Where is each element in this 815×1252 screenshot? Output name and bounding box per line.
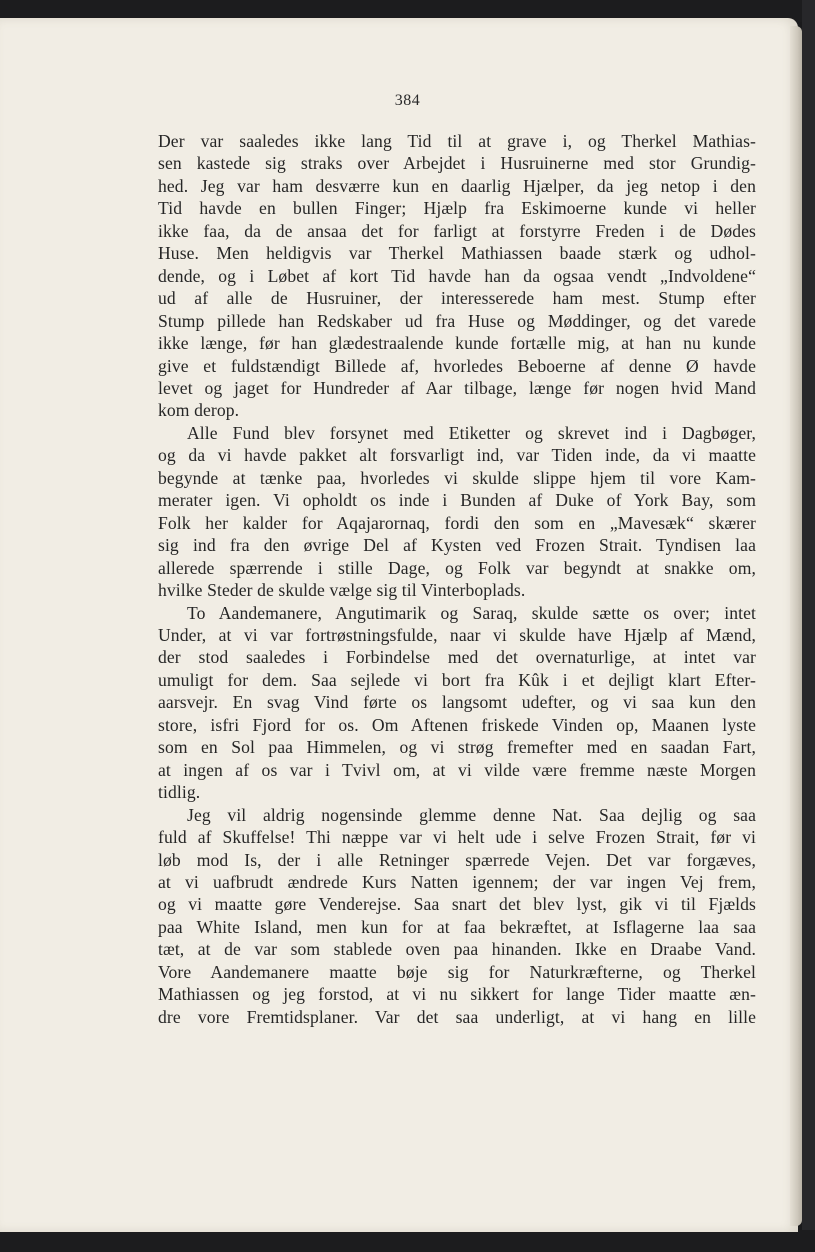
text-line: allerede spærrende i stille Dage, og Folk var begyndt at snakke om, bbox=[158, 557, 756, 578]
text-line: Folk her kalder for Aqajarornaq, fordi den som en „Mavesæk“ skærer bbox=[158, 512, 756, 533]
text-line: store, isfri Fjord for os. Om Aftenen friskede Vinden op, Maanen lyste bbox=[158, 714, 756, 735]
text-line: To Aandemanere, Angutimarik og Saraq, skulde sætte os over; intet bbox=[187, 602, 756, 623]
text-line: ikke længe, før han glædestraalende kunde fortælle mig, at han nu kunde bbox=[158, 333, 756, 354]
text-line: sig ind fra den øvrige Del af Kysten ved Frozen Strait. Tyndisen laa bbox=[158, 535, 756, 556]
page-edge-shadow bbox=[790, 26, 802, 1226]
text-line: hvilke Steder de skulde vælge sig til Vinterboplads. bbox=[158, 580, 526, 601]
text-line: aarsvejr. En svag Vind førte os langsomt udefter, og vi saa kun den bbox=[158, 692, 756, 713]
text-line: Under, at vi var fortrøstningsfulde, naar vi skulde have Hjælp af Mænd, bbox=[158, 624, 756, 645]
text-line: kom derop. bbox=[158, 400, 240, 421]
text-line: at ingen af os var i Tvivl om, at vi vilde være fremme næste Morgen bbox=[158, 759, 756, 780]
text-line: Jeg vil aldrig nogensinde glemme denne Nat. Saa dejlig og saa bbox=[187, 804, 756, 825]
scan-border-right bbox=[802, 0, 815, 1252]
text-line: Alle Fund blev forsynet med Etiketter og skrevet ind i Dagbøger, bbox=[187, 422, 756, 443]
text-line: hed. Jeg var ham desværre kun en daarlig Hjælper, da jeg netop i den bbox=[158, 175, 756, 196]
text-line: tæt, at de var som stablede oven paa hinanden. Ikke en Draabe Vand. bbox=[158, 939, 756, 960]
text-line: Vore Aandemanere maatte bøje sig for Naturkræfterne, og Therkel bbox=[158, 961, 756, 982]
body-text bbox=[158, 130, 756, 1028]
text-line: levet og jaget for Hundreder af Aar tilbage, længe før nogen hvid Mand bbox=[158, 377, 756, 398]
text-line: dre vore Fremtidsplaner. Var det saa underligt, at vi hang en lille bbox=[158, 1006, 756, 1027]
text-line: tidlig. bbox=[158, 782, 201, 803]
text-line: ikke faa, da de ansaa det for farligt at forstyrre Freden i de Dødes bbox=[158, 220, 756, 241]
text-line: og vi maatte gøre Venderejse. Saa snart det blev lyst, gik vi til Fjælds bbox=[158, 894, 756, 915]
text-line: ud af alle de Husruiner, der interesserede ham mest. Stump efter bbox=[158, 288, 756, 309]
text-line: løb mod Is, der i alle Retninger spærrede Vejen. Det var forgæves, bbox=[158, 849, 756, 870]
text-line: Tid havde en bullen Finger; Hjælp fra Eskimoerne kunde vi heller bbox=[158, 198, 756, 219]
text-line: at vi uafbrudt ændrede Kurs Natten igennem; der var ingen Vej frem, bbox=[158, 871, 756, 892]
text-line: Stump pillede han Redskaber ud fra Huse og Møddinger, og det varede bbox=[158, 310, 756, 331]
text-line: Der var saaledes ikke lang Tid til at grave i, og Therkel Mathias- bbox=[158, 131, 756, 151]
text-line: der stod saaledes i Forbindelse med det overnaturlige, at intet var bbox=[158, 647, 756, 668]
text-line: Mathiassen og jeg forstod, at vi nu sikkert for lange Tider maatte æn- bbox=[158, 984, 756, 1005]
paragraph bbox=[158, 602, 756, 804]
text-line: begynde at tænke paa, hvorledes vi skulde slippe hjem til vore Kam- bbox=[158, 467, 756, 488]
text-line: sen kastede sig straks over Arbejdet i Husruinerne med stor Grundig- bbox=[158, 153, 756, 174]
paragraph bbox=[158, 804, 756, 1029]
text-line: fuld af Skuffelse! Thi næppe var vi helt ude i selve Frozen Strait, før vi bbox=[158, 827, 756, 848]
text-line: dende, og i Løbet af kort Tid havde han da ogsaa vendt „Indvoldene“ bbox=[158, 265, 756, 286]
text-line: umuligt for dem. Saa sejlede vi bort fra Kûk i et dejligt klart Efter- bbox=[158, 669, 756, 690]
text-line: som en Sol paa Himmelen, og vi strøg fremefter med en saadan Fart, bbox=[158, 737, 756, 758]
text-line: paa White Island, men kun for at faa bekræftet, at Isflagerne laa saa bbox=[158, 916, 756, 937]
paragraph bbox=[158, 422, 756, 602]
scan-border-bottom bbox=[0, 1230, 815, 1252]
paragraph bbox=[158, 130, 756, 422]
text-line: give et fuldstændigt Billede af, hvorledes Beboerne af denne Ø havde bbox=[158, 355, 756, 376]
text-line: Huse. Men heldigvis var Therkel Mathiassen baade stærk og udhol- bbox=[158, 243, 756, 264]
page-number: 384 bbox=[394, 92, 421, 109]
text-line: merater igen. Vi opholdt os inde i Bunden af Duke of York Bay, som bbox=[158, 490, 756, 511]
text-line: og da vi havde pakket alt forsvarligt ind, var Tiden inde, da vi maatte bbox=[158, 445, 756, 466]
